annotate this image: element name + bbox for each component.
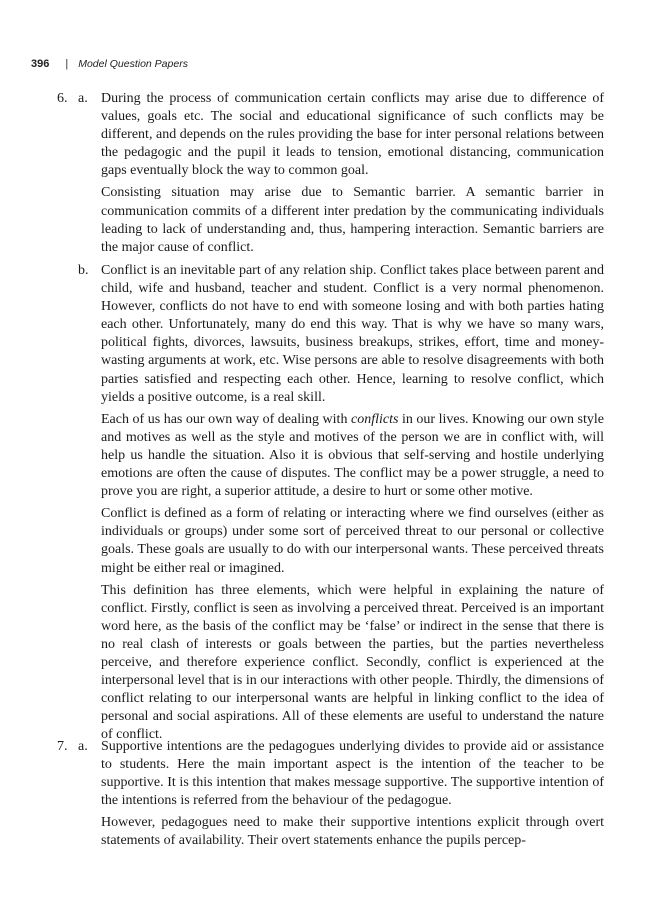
q6a-paragraph-1: During the process of communication certain conflicts may arise due to difference of values, goals etc. The social and educational significance of such conflicts may be different, and depends on the rules providing the base for inter personal relations between the pedagogic and the pupil it leads to tension, emotional distancing, communication gaps eventually block the way to common goal. (101, 91, 604, 179)
q6b-paragraph-3: Conflict is defined as a form of relating or interacting where we find ourselves (either as individuals or groups) under some sort of perceived threat to our personal or collective goals. These goals are usually to do with our interpersonal wants. These perceived threats might be either real or imagined. (101, 506, 604, 576)
question-6b-label: b. (78, 263, 89, 278)
question-7a-label: a. (78, 739, 88, 754)
question-6b-body (101, 262, 604, 744)
page-number: 396 (31, 58, 50, 70)
header-separator: | (65, 58, 69, 70)
q6b-p2-emphasis: conflicts (350, 411, 399, 427)
running-title: Model Question Papers (78, 58, 188, 70)
q7a-paragraph-1: Supportive intentions are the pedagogues underlying divides to provide aid or assistance to students. Here the main important aspect is the intention of the teacher to be supportive. It is this intention that makes message supportive. The supportive intention of the intentions is referred from the behaviour of the pedagogue. (101, 739, 604, 809)
question-6-number: 6. (57, 91, 68, 106)
q6b-paragraph-2 (101, 411, 604, 501)
question-7a-body (101, 738, 604, 851)
q6b-p2-text-end: in our lives. Knowing our own style and motives as well as the style and motives of the person we are in conflict with, will help us handle the situation. Also it is obvious that self-serving and hostile underlying emotions are often the cause of disputes. The conflict may be a power struggle, a need to prove you are right, a superior attitude, a desire to hurt or some other motive. (101, 411, 604, 500)
q6b-paragraph-4: This definition has three elements, which were helpful in explaining the nature of conflict. Firstly, conflict is seen as involving a perceived threat. Perceived is an important word here, as the basis of the conflict may be ‘false’ or indirect in the sense that there is no real clash of interests or goals between the parties, but the parties nevertheless perceive, and therefore experience conflict. Secondly, conflict is experienced at the interpersonal level that is in our interactions with other people. Thirdly, the dimensions of conflict relating to our interpersonal wants are helpful in linking conflict to the idea of personal and social aspirations. All of these elements are useful to understand the nature of conflict. (101, 582, 604, 743)
q6b-paragraph-1: Conflict is an inevitable part of any relation ship. Conflict takes place between parent and child, wife and husband, teacher and student. Conflict is a very normal phenomenon. However, conflicts do not have to end with someone losing and with both parties hating each other. Unfortunately, many do end this way. That is why we have so many wars, political fights, divorces, lawsuits, business breakups, strikes, effort, time and money-wasting arguments at work, etc. Wise persons are able to resolve disagreements with both parties satisfied and respecting each other. Hence, learning to resolve conflict, which yields a positive outcome, is a real skill. (101, 263, 604, 405)
running-header (31, 58, 188, 70)
question-7-number: 7. (57, 739, 68, 754)
q6a-paragraph-2: Consisting situation may arise due to Semantic barrier. A semantic barrier in communication commits of a different inter predation by the communicating individuals leading to lack of understanding and, thus, hampering interaction. Semantic barriers are the major cause of conflict. (101, 185, 604, 255)
question-6a-label: a. (78, 91, 88, 106)
q7a-paragraph-2: However, pedagogues need to make their supportive intentions explicit through overt statements of availability. Their overt statements enhance the pupils percep- (101, 815, 604, 849)
q6b-p2-text-start: Each of us has our own way of dealing with (101, 411, 351, 427)
question-6a-body (101, 90, 604, 257)
